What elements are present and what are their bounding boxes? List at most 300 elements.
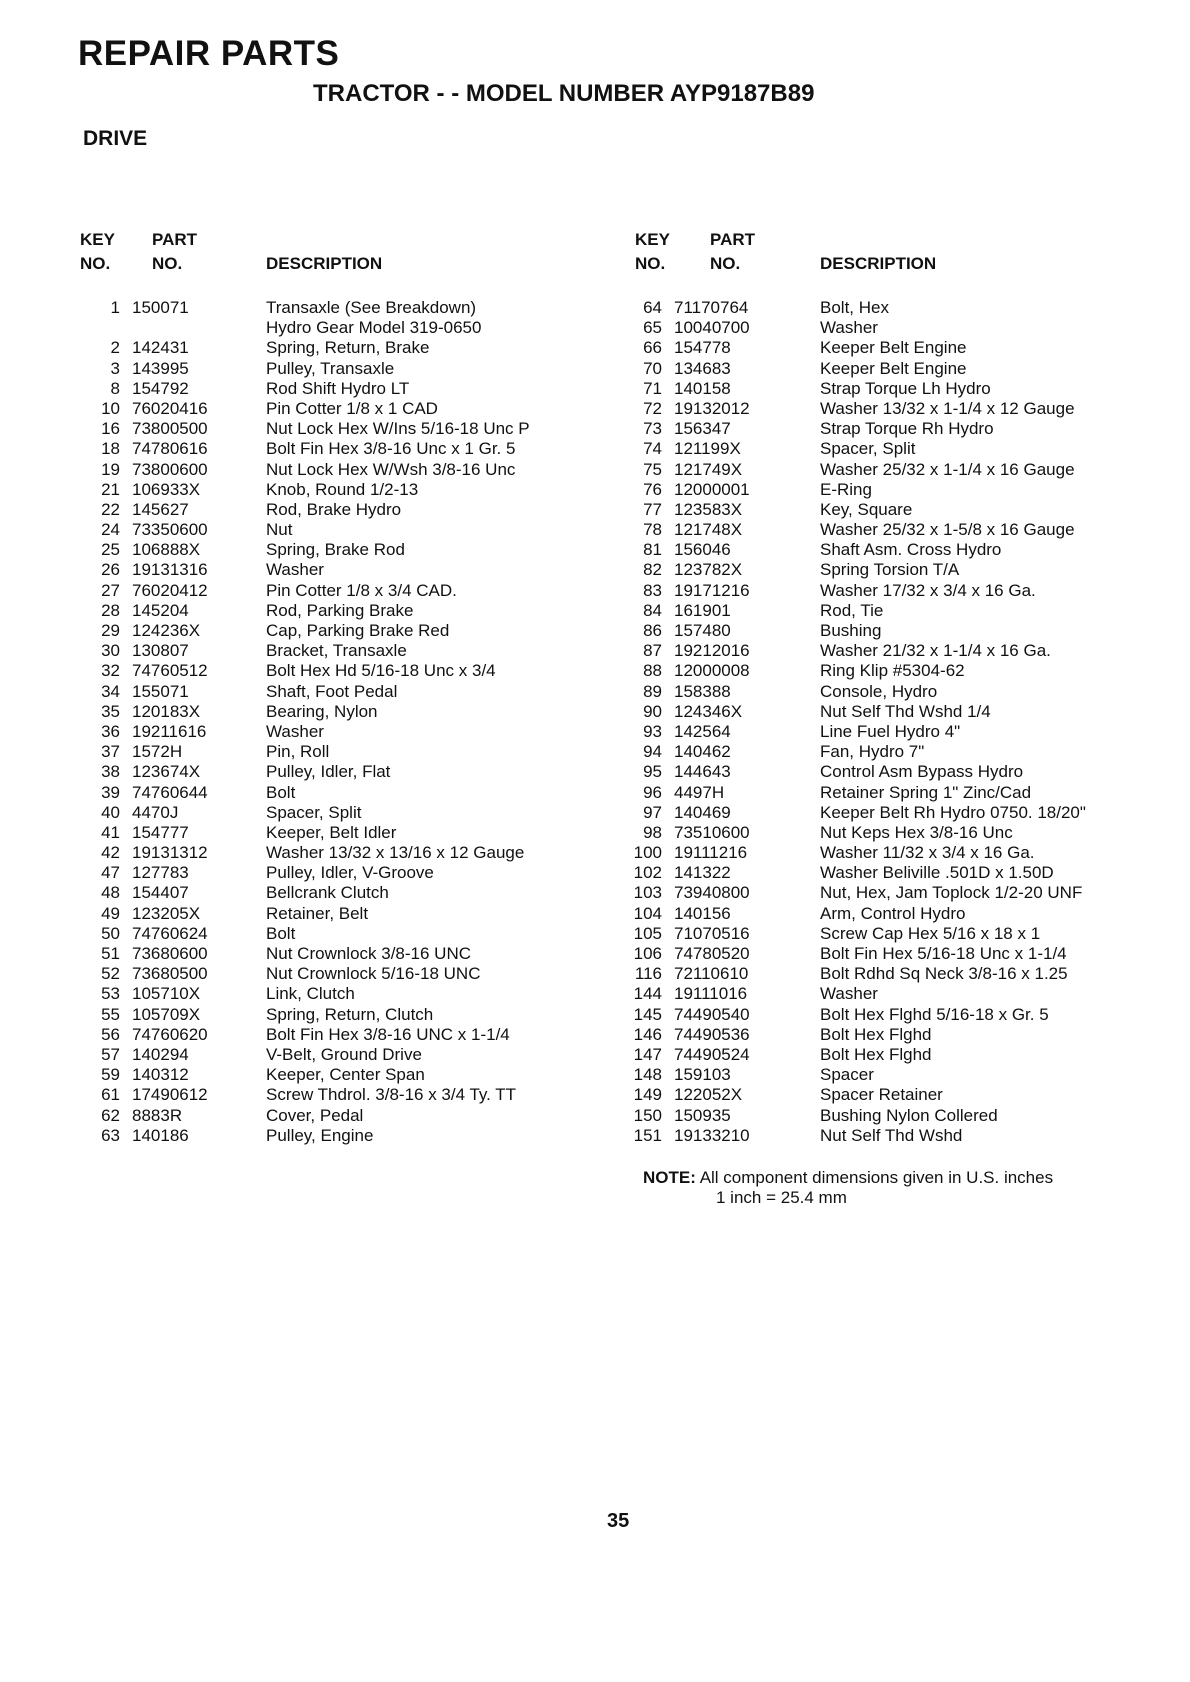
part-number: 122052X — [674, 1085, 743, 1105]
part-description: Washer 17/32 x 3/4 x 16 Ga. — [820, 580, 1036, 600]
part-description: Nut Crownlock 3/8-16 UNC — [266, 944, 472, 963]
part-description: Bolt Hex Flghd — [820, 1024, 932, 1044]
key-number: 102 — [633, 863, 662, 883]
part-number: 10040700 — [674, 318, 750, 338]
key-number: 98 — [643, 822, 662, 842]
table-row — [630, 480, 1150, 500]
part-number: 19133210 — [674, 1125, 750, 1145]
key-number: 37 — [101, 742, 120, 762]
part-number: 74490540 — [674, 1004, 750, 1024]
part-description: Screw Thdrol. 3/8-16 x 3/4 Ty. TT — [266, 1085, 517, 1105]
part-description: Bolt Hex Flghd — [820, 1044, 932, 1064]
part-number: 4497H — [674, 782, 725, 802]
key-number: 100 — [633, 843, 662, 863]
part-description: Spring Torsion T/A — [820, 560, 960, 580]
table-row — [630, 823, 1150, 843]
key-number: 146 — [633, 1024, 662, 1044]
part-number: 134683 — [674, 358, 731, 378]
table-row — [630, 439, 1150, 459]
part-description: Pin, Roll — [266, 742, 330, 762]
note-line-1: All component dimensions given in U.S. inches — [699, 1168, 1054, 1187]
part-number: 121749X — [674, 459, 743, 479]
key-number: 96 — [643, 782, 662, 802]
key-number: 116 — [634, 964, 662, 984]
part-description: Bushing — [820, 621, 882, 640]
key-number: 76 — [643, 479, 662, 499]
table-row — [80, 823, 625, 843]
table-row — [630, 621, 1150, 641]
table-row — [630, 500, 1150, 520]
table-row — [630, 1025, 1150, 1045]
key-number: 18 — [101, 439, 120, 459]
table-row — [80, 500, 625, 520]
key-number: 66 — [643, 338, 662, 358]
part-number: 123674X — [132, 762, 201, 782]
table-row — [80, 359, 625, 379]
key-number: 81 — [643, 540, 662, 560]
part-description: Washer — [820, 984, 878, 1004]
table-row — [630, 944, 1150, 964]
part-description: Bracket, Transaxle — [266, 641, 407, 661]
table-row — [80, 783, 625, 803]
part-number: 123782X — [674, 560, 743, 580]
part-number: 74780520 — [674, 944, 750, 963]
part-number: 150935 — [674, 1105, 731, 1125]
table-row — [80, 601, 625, 621]
table-row — [80, 984, 625, 1004]
part-description: Cap, Parking Brake Red — [266, 621, 450, 640]
table-row — [80, 661, 625, 681]
part-description: Washer 25/32 x 1-5/8 x 16 Gauge — [820, 520, 1075, 540]
table-row — [630, 904, 1150, 924]
part-description: Line Fuel Hydro 4" — [820, 721, 961, 741]
part-description: Fan, Hydro 7" — [820, 742, 925, 762]
part-description: Spacer Retainer — [820, 1085, 943, 1105]
table-row — [630, 803, 1150, 823]
part-number: 121748X — [674, 520, 743, 540]
part-header: PART — [152, 230, 198, 249]
part-number: 159103 — [674, 1065, 731, 1085]
key-number: 55 — [101, 1004, 120, 1024]
part-number: 76020412 — [132, 580, 208, 600]
key-number: 30 — [101, 641, 120, 661]
table-row — [80, 1025, 625, 1045]
key-number: 28 — [101, 600, 120, 620]
part-number: 73350600 — [132, 520, 208, 540]
part-description: Spacer, Split — [820, 439, 916, 459]
key-number: 26 — [101, 560, 120, 580]
part-description: Washer 13/32 x 13/16 x 12 Gauge — [266, 843, 525, 863]
table-row — [80, 1005, 625, 1025]
part-description: Washer 25/32 x 1-1/4 x 16 Gauge — [820, 459, 1075, 479]
table-header — [630, 230, 1150, 276]
part-number: 124236X — [132, 621, 201, 640]
part-description: Keeper, Center Span — [266, 1065, 425, 1085]
key-number: 1 — [110, 298, 120, 317]
table-row — [80, 702, 625, 722]
table-row — [630, 1045, 1150, 1065]
key-number: 42 — [101, 843, 120, 863]
table-row — [630, 641, 1150, 661]
part-number: 145627 — [132, 499, 189, 519]
part-description: Pulley, Idler, Flat — [266, 762, 391, 782]
table-row — [630, 419, 1150, 439]
part-description: Shaft, Foot Pedal — [266, 681, 398, 701]
part-description: Bellcrank Clutch — [266, 883, 389, 903]
part-number: 19132012 — [674, 398, 750, 418]
part-number: 76020416 — [132, 398, 208, 418]
key-number: 78 — [643, 520, 662, 540]
part-number: 141322 — [674, 863, 731, 883]
part-description: Bolt — [266, 782, 296, 802]
table-row — [630, 601, 1150, 621]
table-row — [80, 944, 625, 964]
part-number: 74760620 — [132, 1024, 208, 1044]
part-number: 121199X — [674, 439, 741, 459]
parts-table-right — [630, 230, 1150, 1145]
table-row — [80, 904, 625, 924]
part-number: 12000001 — [674, 479, 750, 499]
key-number: 2 — [110, 338, 120, 358]
part-description: Keeper Belt Engine — [820, 358, 967, 378]
table-header — [80, 230, 625, 276]
key-number: 19 — [101, 459, 120, 479]
part-description: Screw Cap Hex 5/16 x 18 x 1 — [820, 923, 1041, 943]
part-description: Retainer, Belt — [266, 903, 369, 923]
part-description: Nut Keps Hex 3/8-16 Unc — [820, 822, 1013, 842]
part-description: Hydro Gear Model 319-0650 — [266, 318, 482, 338]
part-number: 74760644 — [132, 782, 208, 802]
part-number: 123205X — [132, 903, 201, 923]
model-number-heading: TRACTOR - - MODEL NUMBER AYP9187B89 — [313, 80, 815, 107]
part-number: 73940800 — [674, 883, 750, 903]
key-number: 27 — [101, 580, 120, 600]
table-row — [80, 641, 625, 661]
part-description: Spacer — [820, 1065, 874, 1085]
table-row — [80, 581, 625, 601]
table-row — [630, 338, 1150, 358]
part-description: Strap Torque Rh Hydro — [820, 419, 994, 439]
part-description: Washer 11/32 x 3/4 x 16 Ga. — [820, 843, 1035, 863]
table-row — [80, 1065, 625, 1085]
table-row — [80, 924, 625, 944]
table-row — [80, 883, 625, 903]
key-number: 51 — [101, 944, 120, 963]
key-header: KEY — [635, 230, 670, 249]
key-number: 148 — [633, 1065, 662, 1085]
part-description: Cover, Pedal — [266, 1105, 364, 1125]
key-number: 95 — [643, 762, 662, 782]
part-number: 161901 — [674, 600, 731, 620]
part-description: Rod, Tie — [820, 600, 884, 620]
part-number: 19111216 — [674, 843, 748, 863]
part-description: Nut — [266, 520, 293, 540]
table-row — [80, 1085, 625, 1105]
key-number: 86 — [643, 621, 662, 640]
part-number: 73510600 — [674, 822, 750, 842]
table-row — [630, 560, 1150, 580]
key-number: 34 — [101, 681, 120, 701]
part-description: Nut, Hex, Jam Toplock 1/2-20 UNF — [820, 883, 1083, 903]
table-row — [630, 1126, 1150, 1146]
part-number: 4470J — [132, 802, 179, 822]
part-number: 158388 — [674, 681, 731, 701]
table-row — [80, 863, 625, 883]
key-number: 84 — [643, 600, 662, 620]
key-number: 72 — [643, 398, 662, 418]
table-row — [630, 863, 1150, 883]
key-number: 3 — [110, 358, 120, 378]
key-number: 97 — [643, 802, 662, 822]
part-number: 156046 — [674, 540, 731, 560]
part-description: Keeper Belt Rh Hydro 0750. 18/20" — [820, 802, 1086, 822]
part-description: Washer — [266, 560, 324, 580]
part-description: Pulley, Engine — [266, 1125, 374, 1145]
part-number: 140158 — [674, 378, 731, 398]
part-number: 106933X — [132, 479, 201, 499]
key-number: 50 — [101, 923, 120, 943]
table-row — [630, 318, 1150, 338]
part-number: 74780616 — [132, 439, 208, 459]
part-number: 73680600 — [132, 944, 208, 963]
part-number: 157480 — [674, 621, 731, 640]
table-row — [80, 338, 625, 358]
part-number: 74760624 — [132, 923, 208, 943]
table-row — [630, 843, 1150, 863]
part-number: 74760512 — [132, 661, 208, 681]
key-number: 25 — [101, 540, 120, 560]
part-description: Bushing Nylon Collered — [820, 1105, 998, 1125]
part-description: Washer 13/32 x 1-1/4 x 12 Gauge — [820, 398, 1075, 418]
part-description: Bolt — [266, 923, 296, 943]
part-number: 71070516 — [674, 923, 750, 943]
part-number: 105710X — [132, 984, 201, 1004]
key-number: 82 — [643, 560, 662, 580]
key-number: 21 — [101, 479, 120, 499]
part-number: 73680500 — [132, 964, 208, 984]
part-description: Spring, Brake Rod — [266, 540, 405, 560]
part-description: Washer Beliville .501D x 1.50D — [820, 863, 1054, 883]
table-row — [630, 742, 1150, 762]
key-number: 53 — [101, 984, 120, 1004]
page-number: 35 — [607, 1510, 630, 1532]
part-number: 19111016 — [674, 984, 748, 1004]
key-number: 57 — [101, 1044, 120, 1064]
part-number: 154778 — [674, 338, 731, 358]
key-number: 83 — [643, 580, 662, 600]
part-number: 154777 — [132, 822, 189, 842]
part-description: Knob, Round 1/2-13 — [266, 479, 419, 499]
key-number: 62 — [101, 1105, 120, 1125]
part-description: Spring, Return, Clutch — [266, 1004, 434, 1024]
part-description: V-Belt, Ground Drive — [266, 1044, 422, 1064]
key-number: 38 — [101, 762, 120, 782]
table-row — [80, 1045, 625, 1065]
key-number: 40 — [101, 802, 120, 822]
key-number: 39 — [101, 782, 120, 802]
part-number: 142564 — [674, 721, 731, 741]
part-description: Console, Hydro — [820, 681, 938, 701]
part-description: Pin Cotter 1/8 x 1 CAD — [266, 398, 438, 418]
table-row — [80, 540, 625, 560]
part-number: 154407 — [132, 883, 189, 903]
part-number: 123583X — [674, 499, 743, 519]
part-number: 140294 — [132, 1044, 189, 1064]
table-row — [630, 460, 1150, 480]
table-row — [630, 1085, 1150, 1105]
part-number: 73800600 — [132, 459, 208, 479]
part-header: PART — [710, 230, 756, 249]
key-number: 147 — [633, 1044, 662, 1064]
key-number: 22 — [101, 499, 120, 519]
key-number: 52 — [101, 964, 120, 984]
part-number: 140186 — [132, 1125, 189, 1145]
key-number: 65 — [643, 318, 662, 338]
key-number: 63 — [101, 1125, 120, 1145]
key-number: 74 — [643, 439, 662, 459]
key-number: 24 — [101, 520, 120, 540]
key-header-no: NO. — [635, 254, 666, 273]
key-number: 8 — [110, 378, 120, 398]
table-row — [630, 722, 1150, 742]
part-description: Bolt Fin Hex 5/16-18 Unc x 1-1/4 — [820, 944, 1067, 963]
part-description: Washer — [266, 721, 324, 741]
part-number: 74490524 — [674, 1044, 750, 1064]
table-row — [80, 460, 625, 480]
part-number: 17490612 — [132, 1085, 208, 1105]
part-description: Rod Shift Hydro LT — [266, 378, 410, 398]
key-number: 32 — [101, 661, 120, 681]
key-number: 103 — [633, 883, 662, 903]
part-description: Control Asm Bypass Hydro — [820, 762, 1024, 782]
table-row — [630, 682, 1150, 702]
part-number: 140462 — [674, 742, 731, 762]
table-row — [630, 1005, 1150, 1025]
key-number: 150 — [633, 1105, 662, 1125]
table-row — [80, 742, 625, 762]
key-number: 73 — [643, 419, 662, 439]
table-row — [630, 359, 1150, 379]
key-number: 149 — [633, 1085, 662, 1105]
key-number: 47 — [101, 863, 120, 883]
dimension-note — [643, 1168, 1053, 1208]
parts-list-right — [630, 298, 1150, 1146]
key-number: 93 — [643, 721, 662, 741]
part-number: 140312 — [132, 1065, 189, 1085]
part-number: 1572H — [132, 742, 183, 762]
part-description: Bolt, Hex — [820, 298, 889, 317]
part-header-no: NO. — [710, 254, 741, 273]
part-description: Keeper, Belt Idler — [266, 822, 397, 842]
key-number: 144 — [633, 984, 662, 1004]
key-header: KEY — [80, 230, 115, 249]
part-description: Bolt Hex Flghd 5/16-18 x Gr. 5 — [820, 1004, 1049, 1024]
table-row — [630, 883, 1150, 903]
key-number: 36 — [101, 721, 120, 741]
part-description: Nut Lock Hex W/Ins 5/16-18 Unc P — [266, 419, 530, 439]
part-number: 73800500 — [132, 419, 208, 439]
table-row — [80, 520, 625, 540]
part-description: Nut Self Thd Wshd 1/4 — [820, 701, 991, 721]
key-number: 10 — [101, 398, 120, 418]
key-number: 48 — [101, 883, 120, 903]
part-description: Bolt Rdhd Sq Neck 3/8-16 x 1.25 — [820, 964, 1068, 984]
key-number: 75 — [643, 459, 662, 479]
part-description: Nut Lock Hex W/Wsh 3/8-16 Unc — [266, 459, 516, 479]
part-description: Strap Torque Lh Hydro — [820, 378, 991, 398]
key-number: 88 — [643, 661, 662, 681]
table-row — [80, 803, 625, 823]
part-description: Washer — [820, 318, 878, 338]
table-row — [630, 964, 1150, 984]
part-number: 19131316 — [132, 560, 208, 580]
part-description: Key, Square — [820, 499, 913, 519]
parts-table-left — [80, 230, 625, 1145]
part-header-no: NO. — [152, 254, 183, 273]
part-description: Pin Cotter 1/8 x 3/4 CAD. — [266, 580, 457, 600]
part-number: 154792 — [132, 378, 189, 398]
part-number: 71170764 — [674, 298, 749, 317]
table-row — [630, 1106, 1150, 1126]
table-row — [80, 399, 625, 419]
table-row — [630, 702, 1150, 722]
key-number: 41 — [101, 822, 120, 842]
part-description: Bolt Fin Hex 3/8-16 UNC x 1-1/4 — [266, 1024, 510, 1044]
part-description: Link, Clutch — [266, 984, 355, 1004]
table-row — [630, 924, 1150, 944]
part-description: Ring Klip #5304-62 — [820, 661, 965, 681]
part-number: 145204 — [132, 600, 189, 620]
table-row — [80, 722, 625, 742]
part-description: Rod, Brake Hydro — [266, 499, 402, 519]
part-description: Bolt Fin Hex 3/8-16 Unc x 1 Gr. 5 — [266, 439, 516, 459]
key-number: 59 — [101, 1065, 120, 1085]
part-number: 106888X — [132, 540, 201, 560]
table-row — [80, 379, 625, 399]
table-row — [80, 762, 625, 782]
part-number: 142431 — [132, 338, 189, 358]
description-header: DESCRIPTION — [266, 254, 383, 273]
part-number: 105709X — [132, 1004, 201, 1024]
table-row — [80, 439, 625, 459]
key-number: 90 — [643, 701, 662, 721]
key-number: 56 — [101, 1024, 120, 1044]
note-line-2: 1 inch = 25.4 mm — [716, 1188, 847, 1207]
key-number: 49 — [101, 903, 120, 923]
key-number: 105 — [633, 923, 662, 943]
table-row — [80, 621, 625, 641]
page-title: REPAIR PARTS — [78, 34, 340, 73]
part-number: 140156 — [674, 903, 731, 923]
part-number: 143995 — [132, 358, 189, 378]
part-number: 8883R — [132, 1105, 183, 1125]
table-row — [80, 1126, 625, 1146]
part-description: Retainer Spring 1" Zinc/Cad — [820, 782, 1032, 802]
table-row — [80, 480, 625, 500]
key-number: 77 — [643, 499, 662, 519]
table-row — [80, 1106, 625, 1126]
table-row — [80, 682, 625, 702]
part-number: 150071 — [132, 298, 189, 317]
part-number: 12000008 — [674, 661, 750, 681]
table-row — [80, 964, 625, 984]
key-number: 106 — [633, 944, 662, 963]
table-row — [630, 540, 1150, 560]
table-row — [80, 560, 625, 580]
table-row — [630, 783, 1150, 803]
part-number: 156347 — [674, 419, 731, 439]
part-description: Shaft Asm. Cross Hydro — [820, 540, 1002, 560]
